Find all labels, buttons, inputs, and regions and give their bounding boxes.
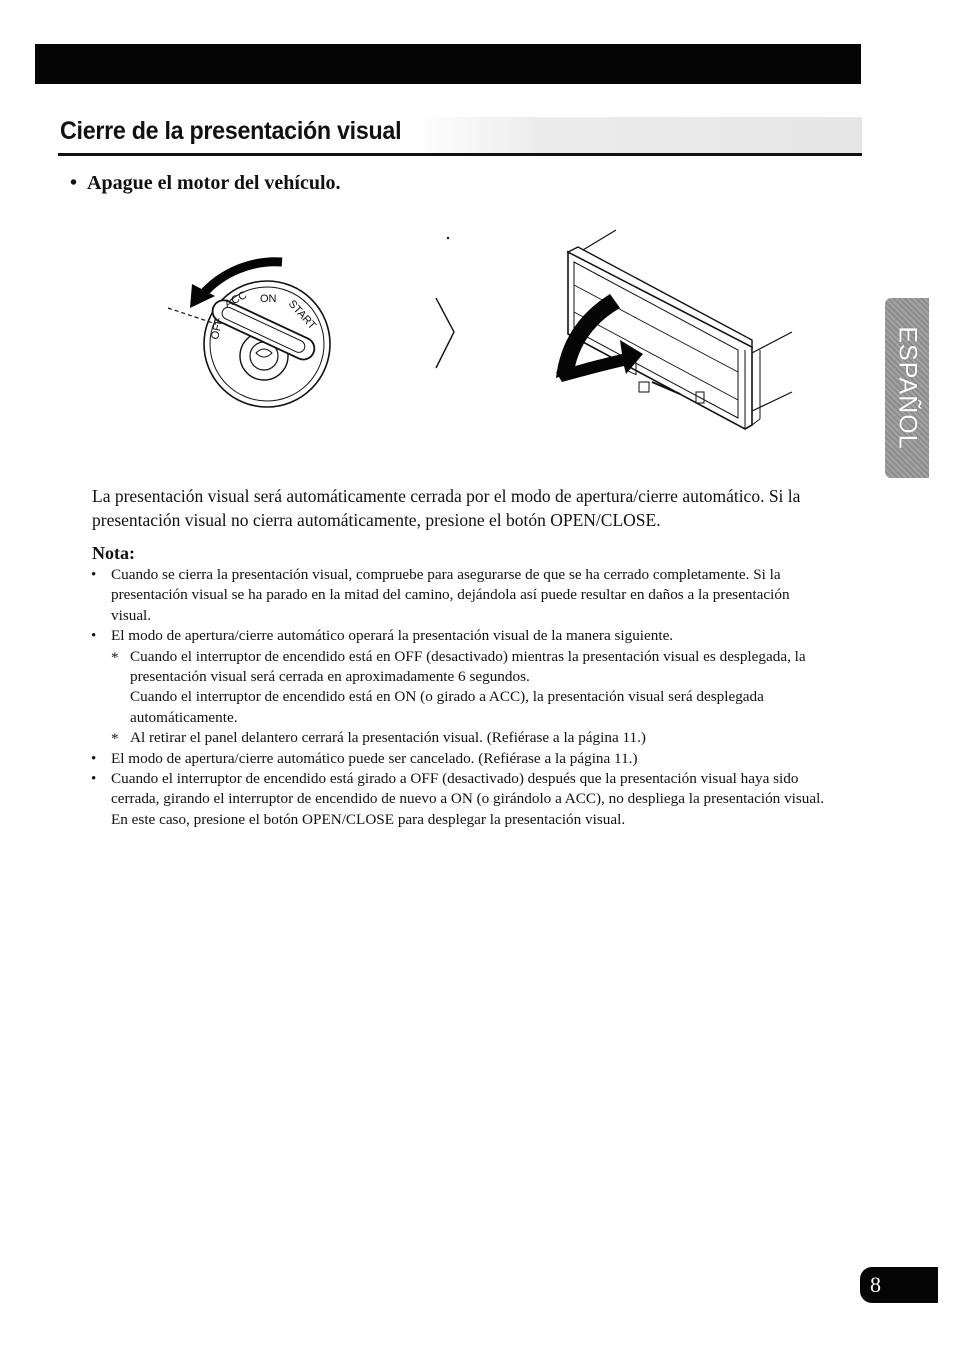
switch-label-start: START [285, 297, 319, 333]
section-title-band [58, 117, 862, 156]
top-header-bar [35, 44, 861, 84]
note-item: • Cuando se cierra la presentación visual, compruebe para asegurarse de que se ha cerrado completamente. Si la presentación visual se ha parado en la mitad del camino, dejándola así puede resultar en daños a la presentación visual. [92, 565, 832, 626]
ignition-switch-icon [168, 262, 330, 407]
page-number: 8 [870, 1272, 881, 1297]
next-step-chevron-icon [436, 298, 454, 368]
switch-label-on: ON [260, 293, 277, 305]
switch-label-off: OFF [209, 316, 226, 341]
intro-paragraph: La presentación visual será automáticamente cerrada por el modo de apertura/cierre automático. Si la presentación visual no cierra automáticamente, presione el botón OPEN/CLOSE. [92, 486, 801, 530]
ignition-and-display-illustration [160, 222, 810, 437]
note-item: • El modo de apertura/cierre automático puede ser cancelado. (Refiérase a la página 11.) [92, 749, 832, 769]
section-title: Cierre de la presentación visual [60, 117, 402, 145]
note-item: • El modo de apertura/cierre automático operará la presentación visual de la manera siguiente. [92, 626, 832, 646]
step-bullet: • [70, 172, 78, 194]
switch-label-acc: ACC [222, 289, 249, 311]
note-heading: Nota: [92, 543, 135, 563]
note-item: • Cuando el interruptor de encendido está girado a OFF (desactivado) después que la presentación visual haya sido cerrada, girando el interruptor de encendido de nuevo a ON (o girándolo a ACC), no despliega la presentación visual. En este caso, presione el botón OPEN/CLOSE para desplegar la presentación visual. [92, 769, 832, 830]
page-number-tab [860, 1267, 938, 1303]
notes-list [92, 565, 832, 830]
display-unit-icon [568, 230, 792, 429]
language-side-tab [885, 298, 929, 478]
note-subitem-continued: Cuando el interruptor de encendido está en ON (o girado a ACC), la presentación visual será desplegada automáticamente. [130, 688, 764, 726]
language-tab-label: ESPAÑOL [893, 326, 922, 450]
note-subitem: * Cuando el interruptor de encendido está en OFF (desactivado) mientras la presentación visual es desplegada, la presentación visual será cerrada en aproximadamente 6 segundos. [92, 647, 832, 688]
step-text: Apague el motor del vehículo. [87, 172, 341, 194]
note-subitem: * Al retirar el panel delantero cerrará la presentación visual. (Refiérase a la página 11.) [92, 728, 832, 748]
step-instruction [70, 172, 341, 195]
